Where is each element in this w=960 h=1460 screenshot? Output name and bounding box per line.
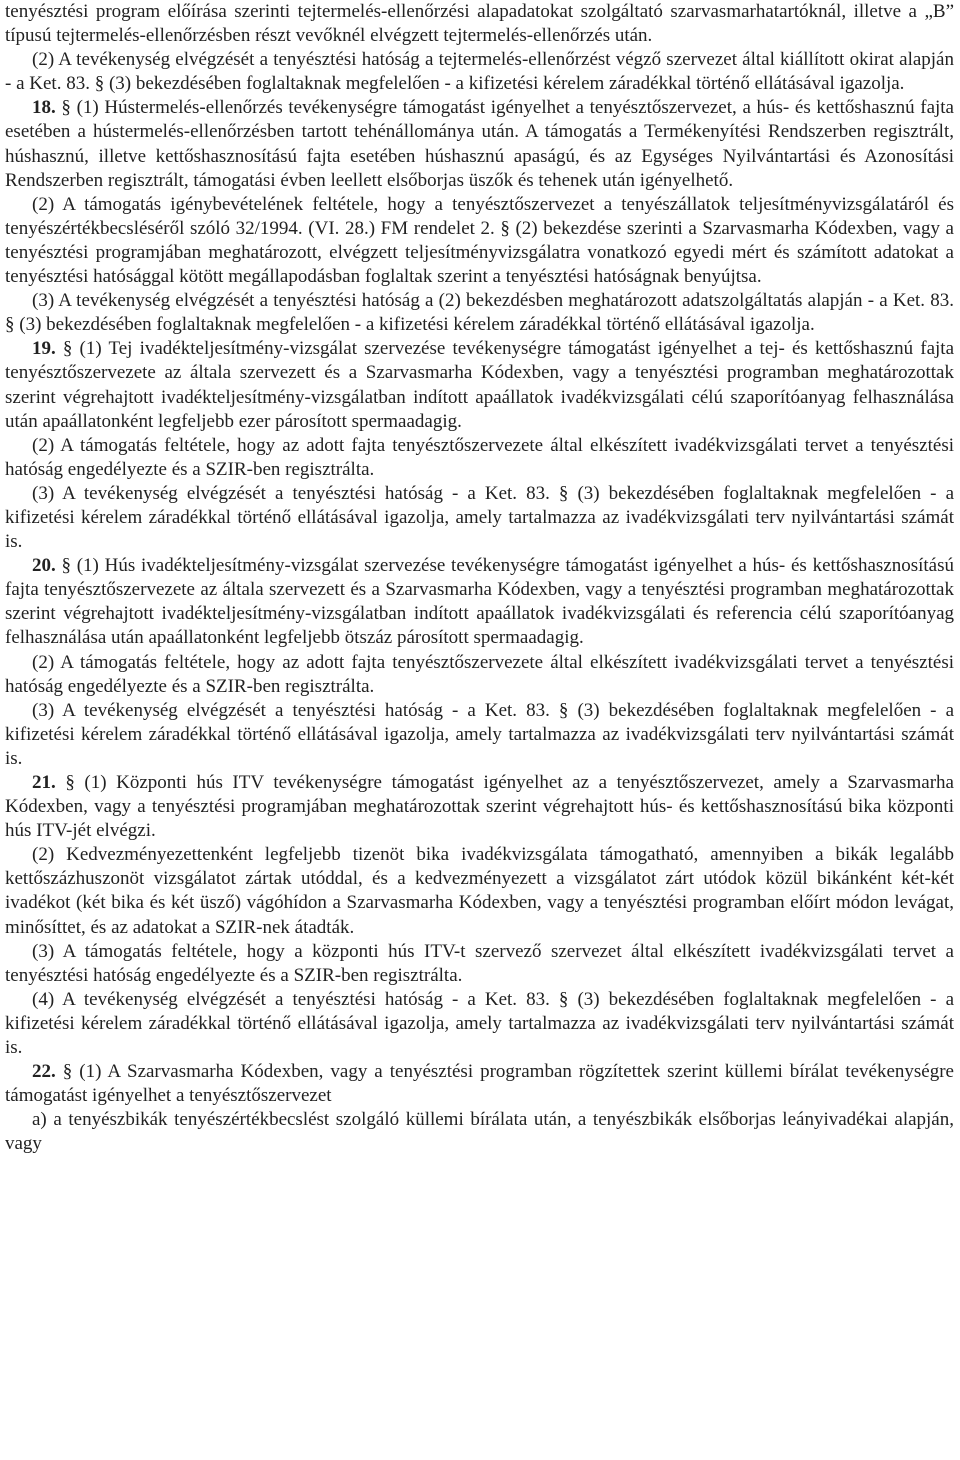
paragraph: (3) A tevékenység elvégzését a tenyésztési hatóság a (2) bekezdésben meghatározott adatszolgáltatás alapján - a Ket. 83. § (3) bekezdésében foglaltaknak megfelelően - a kifizetési kérelem záradékkal történő ellátásával igazolja. (5, 290, 954, 336)
section-number: 18. (32, 97, 56, 119)
paragraph: (2) A támogatás igénybevételének feltétele, hogy a tenyésztőszervezet a tenyészállatok teljesítményvizsgálatáról és tenyészértékbecsléséről szóló 32/1994. (VI. 28.) FM rendelet 2. § (2) bekezdése szerinti a Szarvasmarha Kódexben, vagy a tenyésztési programjában meghatározott, elvégzett teljesítményvizsgálatra vonatkozó egyedi mért és számított adatokat a tenyésztési hatósággal kötött megállapodásban foglaltak szerint a tenyésztési hatóságnak benyújtsa. (5, 193, 954, 288)
section-paragraph-22 (5, 1060, 954, 1108)
section-text: § (1) Hústermelés-ellenőrzés tevékenységre támogatást igényelhet a tenyésztőszervezet, a hús- és kettőshasznú fajta esetében a hústermelés-ellenőrzésben tartott tehénállománya után. A támogatás a Termékenyítési Rendszerben regisztrált, húshasznú, illetve kettőshasznosítású fajta esetében húshasznú apaságú, és az Egységes Nyilvántartási és Azonosítási Rendszerben regisztrált, támogatási évben leellett elsőborjas üszők és tehenek után igényelhető. (5, 97, 954, 191)
paragraph: tenyésztési program előírása szerinti tejtermelés-ellenőrzési alapadatokat szolgáltató szarvasmarhatartóknál, illetve a „B” típusú tejtermelés-ellenőrzésben részt vevőknél elvégzett tejtermelés-ellenőrzés után. (5, 1, 954, 47)
section-number: 19. (32, 338, 56, 360)
section-number: 22. (32, 1061, 56, 1083)
section-number: 20. (32, 555, 56, 577)
list-item: a) a tenyészbikák tenyészértékbecslést szolgáló küllemi bírálata után, a tenyészbikák elsőborjas leányivadékai alapján, vagy (5, 1109, 954, 1155)
section-text: § (1) A Szarvasmarha Kódexben, vagy a tenyésztési programban rögzítettek szerint küllemi bírálat tevékenységre támogatást igényelhet a tenyésztőszervezet (5, 1061, 954, 1107)
section-text: § (1) Központi hús ITV tevékenységre támogatást igényelhet az a tenyésztőszervezet, amely a Szarvasmarha Kódexben, vagy a tenyésztési programjában meghatározottak szerint végrehajtott hús- és kettőshasznosítású bika központi hús ITV-jét elvégzi. (5, 772, 954, 842)
paragraph: (3) A tevékenység elvégzését a tenyésztési hatóság - a Ket. 83. § (3) bekezdésében foglaltaknak megfelelően - a kifizetési kérelem záradékkal történő ellátásával igazolja, amely tartalmazza az ivadékvizsgálati terv nyilvántartási számát is. (5, 699, 954, 769)
section-paragraph-20 (5, 554, 954, 650)
paragraph: (2) A támogatás feltétele, hogy az adott fajta tenyésztőszervezete által elkészített ivadékvizsgálati tervet a tenyésztési hatóság engedélyezte és a SZIR-ben regisztrálta. (5, 651, 954, 697)
paragraph: (3) A tevékenység elvégzését a tenyésztési hatóság - a Ket. 83. § (3) bekezdésében foglaltaknak megfelelően - a kifizetési kérelem záradékkal történő ellátásával igazolja, amely tartalmazza az ivadékvizsgálati terv nyilvántartási számát is. (5, 482, 954, 553)
section-text: § (1) Tej ivadékteljesítmény-vizsgálat szervezése tevékenységre támogatást igényelhet a tej- és kettőshasznú fajta tenyésztőszervezete az általa szervezett és a Szarvasmarha Kódexben, vagy a tenyésztési programban meghatározottak szerint végrehajtott ivadékteljesítmény-vizsgálatban indított apaállatok ivadékvizsgálati célú szaporítóanyag felhasználása után apaállatonként legfeljebb ezer párosított spermaadagig. (5, 338, 954, 432)
section-paragraph-21 (5, 771, 954, 843)
section-paragraph-18 (5, 96, 954, 192)
section-paragraph-19 (5, 337, 954, 433)
paragraph: (4) A tevékenység elvégzését a tenyésztési hatóság - a Ket. 83. § (3) bekezdésében foglaltaknak megfelelően - a kifizetési kérelem záradékkal történő ellátásával igazolja, amely tartalmazza az ivadékvizsgálati terv nyilvántartási számát is. (5, 988, 954, 1059)
paragraph: (2) Kedvezményezettenként legfeljebb tizenöt bika ivadékvizsgálata támogatható, amennyiben a bikák legalább kettőszázhuszonöt vizsgálatot zártak utóddal, és a kedvezményezett a vizsgálatot zárt utódok közül bikánként két-két ivadékot (két bika és két üsző) vágóhídon a Szarvasmarha Kódexben, vagy a tenyésztési programban előírt módon levágat, minősíttet, és az adatokat a SZIR-nek átadták. (5, 844, 954, 938)
paragraph: (2) A támogatás feltétele, hogy az adott fajta tenyésztőszervezete által elkészített ivadékvizsgálati tervet a tenyésztési hatóság engedélyezte és a SZIR-ben regisztrálta. (5, 434, 954, 480)
section-text: § (1) Hús ivadékteljesítmény-vizsgálat szervezése tevékenységre támogatást igényelhet a hús- és kettőshasznosítású fajta tenyésztőszervezete az általa szervezett és a Szarvasmarha Kódexben, vagy a tenyésztési programban meghatározottak szerint végrehajtott ivadékteljesítmény-vizsgálatban indított apaállatok ivadékvizsgálati és referencia célú szaporítóanyag felhasználása után apaállatonként legfeljebb ötszáz párosított spermaadagig. (5, 555, 954, 649)
section-number: 21. (32, 772, 56, 793)
paragraph: (2) A tevékenység elvégzését a tenyésztési hatóság a tejtermelés-ellenőrzést végző szervezet által kiállított okirat alapján - a Ket. 83. § (3) bekezdésében foglaltaknak megfelelően - a kifizetési kérelem záradékkal történő ellátásával igazolja. (5, 49, 954, 95)
paragraph: (3) A támogatás feltétele, hogy a központi hús ITV-t szervező szervezet által elkészített ivadékvizsgálati tervet a tenyésztési hatóság engedélyezte és a SZIR-ben regisztrálta. (5, 940, 954, 986)
